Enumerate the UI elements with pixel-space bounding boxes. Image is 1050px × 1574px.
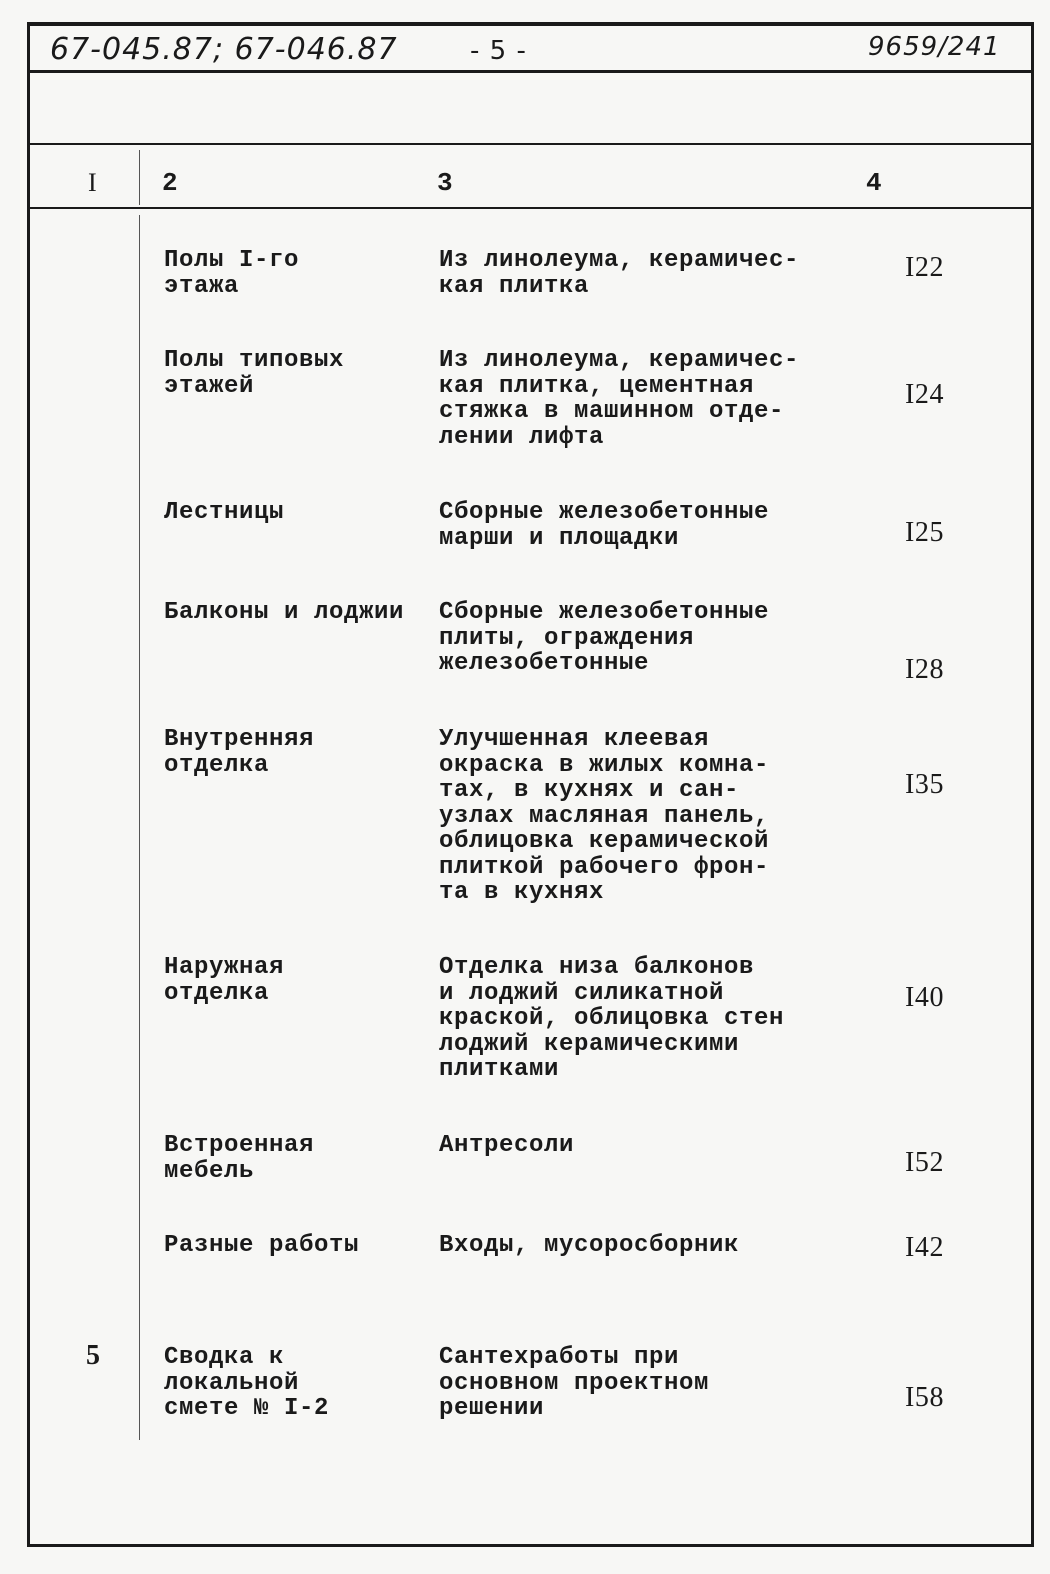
row-page: I22: [905, 252, 945, 283]
row-name: Сводка к локальной смете № I-2: [164, 1344, 330, 1422]
row-name: Полы I-го этажа: [164, 247, 300, 300]
divider: [27, 143, 1031, 145]
row-page: I35: [905, 769, 945, 800]
row-name: Наружная отделка: [164, 954, 285, 1007]
column-divider: [139, 150, 140, 205]
column-header-1: I: [88, 168, 97, 197]
row-name: Лестницы: [164, 499, 285, 526]
row-description: Улучшенная клеевая окраска в жилых комна- тах, в кухнях и сан- узлах масляная панель, облицовка керамической плиткой рабочего фрон- та в кухнях: [439, 726, 770, 906]
row-page: I40: [905, 982, 945, 1013]
row-number: 5: [86, 1340, 101, 1371]
divider: [27, 70, 1031, 73]
row-description: Входы, мусоросборник: [439, 1232, 740, 1259]
row-page: I42: [905, 1232, 945, 1263]
row-page: I52: [905, 1147, 945, 1178]
row-name: Полы типовых этажей: [164, 347, 345, 400]
row-page: I25: [905, 517, 945, 548]
row-name: Разные работы: [164, 1232, 360, 1259]
row-name: Внутренняя отделка: [164, 726, 315, 779]
row-page: I24: [905, 379, 945, 410]
row-description: Из линолеума, керамичес- кая плитка: [439, 247, 800, 300]
row-name: Балконы и лоджии: [164, 599, 405, 626]
divider: [27, 207, 1031, 209]
row-description: Сборные железобетонные марши и площадки: [439, 499, 770, 552]
row-page: I28: [905, 654, 945, 685]
inventory-number: 9659/241: [868, 32, 1001, 62]
row-name: Встроенная мебель: [164, 1132, 315, 1185]
row-description: Из линолеума, керамичес- кая плитка, цементная стяжка в машинном отде- лении лифта: [439, 347, 800, 451]
column-divider: [139, 215, 140, 1440]
row-description: Сантехработы при основном проектном решении: [439, 1344, 710, 1422]
column-header-3: 3: [437, 168, 453, 198]
row-description: Антресоли: [439, 1132, 575, 1159]
row-description: Сборные железобетонные плиты, ограждения железобетонные: [439, 599, 770, 677]
column-header-2: 2: [162, 168, 178, 198]
row-page: I58: [905, 1382, 945, 1413]
page-number: - 5 -: [470, 36, 527, 66]
column-header-4: 4: [866, 168, 882, 198]
row-description: Отделка низа балконов и лоджий силикатной краской, облицовка стен лоджий керамическими плитками: [439, 954, 785, 1083]
document-code: 67-045.87; 67-046.87: [50, 32, 398, 67]
